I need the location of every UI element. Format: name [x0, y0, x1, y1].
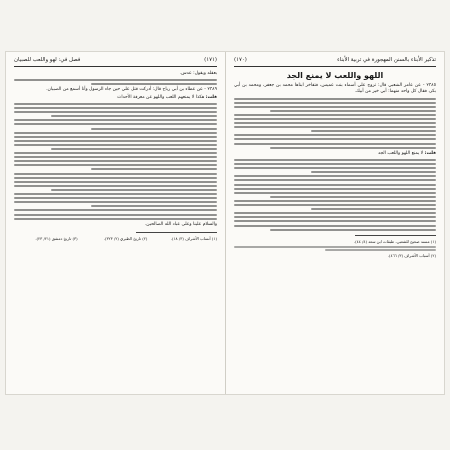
right-page-number: (١٧٠)	[234, 57, 247, 63]
left-answer	[14, 95, 217, 101]
left-closing: والسلام علينا وعلى عباد الله الصالحين.	[144, 221, 217, 227]
left-answer-text: هكذا لا يمنعهم اللعب واللهو عن معرفة الأحداث	[117, 94, 205, 100]
section-title: اللهو واللعب لا يمنع الجد	[286, 71, 384, 80]
right-footnote-2: (٢) أسباب الأشراف (٣/ ٤٦٦).	[387, 252, 436, 258]
left-footnote-3: (٣) تاريخ دمشق (٢١/ ٢٣).	[35, 235, 78, 241]
right-footnotes	[234, 239, 436, 259]
right-page-header	[234, 57, 436, 67]
left-first-paragraph: بعقله ويقول: عدس.	[179, 71, 217, 76]
left-page-number: (١٧١)	[204, 57, 217, 63]
right-page	[225, 52, 444, 394]
left-answer-label: قلت:	[205, 94, 217, 100]
left-running-title: فصل في: لهو واللعب للصبيان	[14, 57, 81, 63]
right-first-paragraph: ٢٣٨٥ - عن عامر الشعبي قال: تزوج علي أسماء بنت عميس، فتفاخر ابناها محمد بن جعفر، ومحمد بن أبي بكر، فقال كل واحد منهما: أبي خير من أبيك.	[234, 83, 436, 95]
left-page	[6, 52, 225, 394]
left-page-header	[14, 57, 217, 67]
left-footnote-2: (٢) تاريخ الطبري (٢/ ٣٢٣).	[103, 235, 148, 241]
right-answer-label: قلت:	[424, 150, 436, 156]
left-footnote-rule	[136, 232, 217, 233]
right-answer	[234, 151, 436, 157]
right-footnote-1: (١) مسند صحيح للشعبي، طبقات ابن سعد (٤/ ٤٤).	[353, 238, 436, 244]
right-running-title: تذكير الأبناء بالسنن المهجورة في تربية الأبناء	[337, 57, 436, 63]
left-second-paragraph: ٢٣٨٩ - عن عطاء بن أبي رباح قال: أدركت قتل علي حين جاء الرسول وأنا أسمع من الصبيان.	[46, 87, 217, 93]
right-page-body	[234, 83, 436, 231]
left-footnotes	[14, 236, 217, 241]
left-footnote-1: (١) أنساب الأشراف (٣/ ١٨).	[170, 235, 217, 241]
right-answer-text: لا يمنع اللهو واللعب الجد	[378, 150, 424, 156]
right-footnote-rule	[355, 235, 436, 236]
book-spread	[6, 52, 444, 394]
left-page-body	[14, 71, 217, 228]
